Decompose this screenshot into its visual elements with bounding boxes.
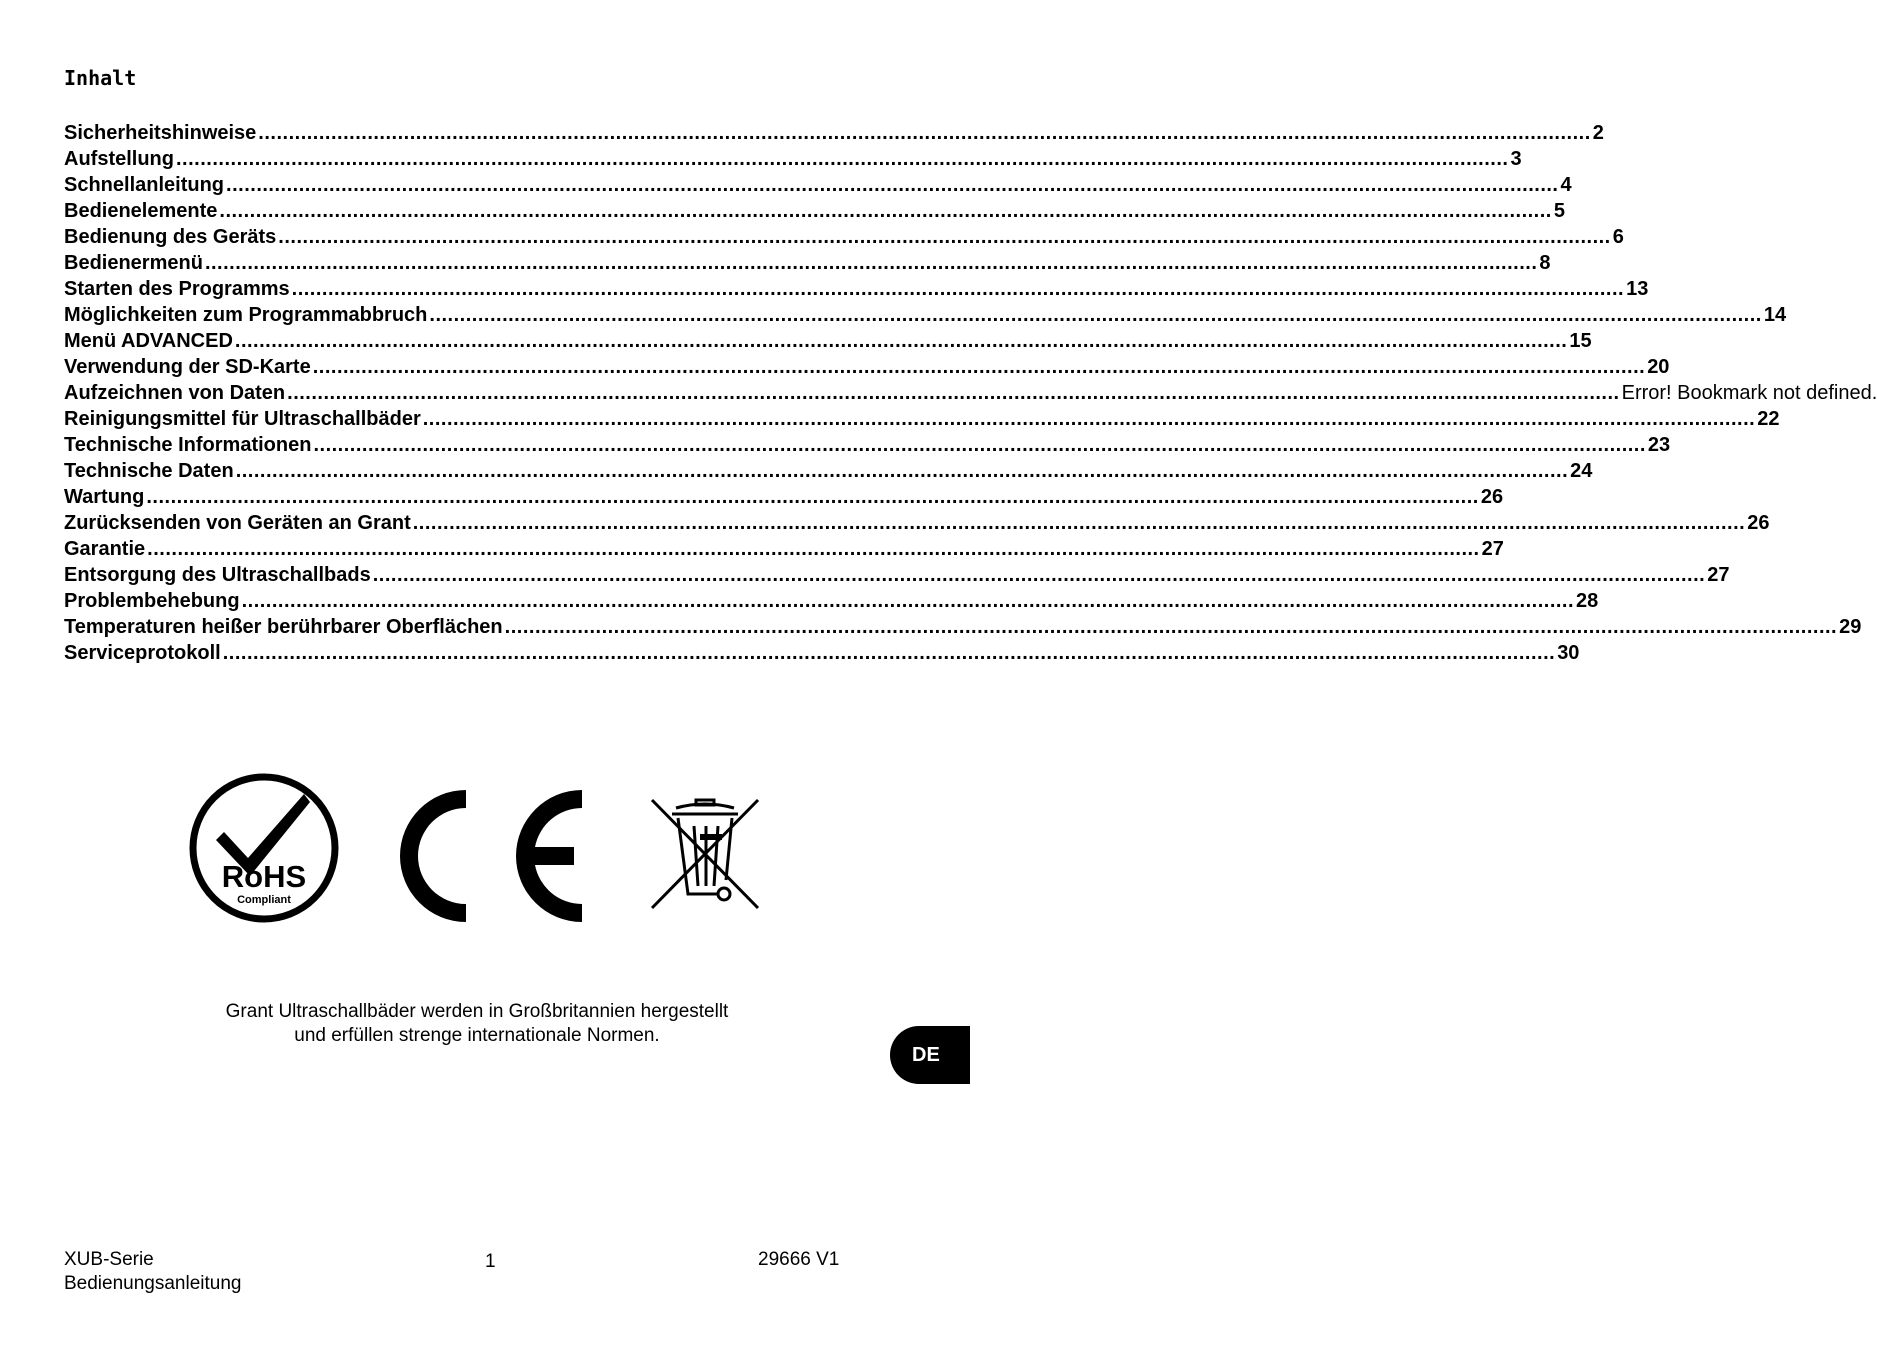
toc-entry[interactable]: [64, 330, 1592, 356]
toc-entry-title: Zurücksenden von Geräten an Grant: [64, 512, 411, 534]
toc-leader-dots: ............................................................................................................................................................................................................................: [176, 148, 1509, 170]
toc-entry-title: Technische Informationen: [64, 434, 312, 456]
footer-left: [64, 1248, 242, 1296]
toc-leader-dots: ............................................................................................................................................................................................................................: [204, 252, 1538, 274]
toc-entry[interactable]: [64, 616, 1862, 642]
footer-manual: Bedienungsanleitung: [64, 1273, 242, 1294]
toc-entry-title: Schnellanleitung: [64, 174, 225, 196]
toc-leader-dots: ............................................................................................................................................................................................................................: [412, 512, 1746, 534]
toc-leader-dots: ............................................................................................................................................................................................................................: [226, 174, 1559, 196]
toc-leader-dots: ............................................................................................................................................................................................................................: [313, 434, 1646, 456]
toc-entry-page: 3: [1510, 148, 1522, 170]
toc-entry-title: Menü ADVANCED: [64, 330, 233, 352]
toc-leader-dots: ............................................................................................................................................................................................................................: [234, 330, 1568, 352]
toc-entry[interactable]: [64, 200, 1565, 226]
toc-leader-dots: ............................................................................................................................................................................................................................: [241, 590, 1575, 612]
toc-leader-dots: ............................................................................................................................................................................................................................: [291, 278, 1625, 300]
toc-entry-page: 8: [1539, 252, 1551, 274]
toc-entry-page: 15: [1569, 330, 1592, 352]
toc-entry-title: Sicherheitshinweise: [64, 122, 257, 144]
toc-entry[interactable]: [64, 304, 1787, 330]
toc-leader-dots: ............................................................................................................................................................................................................................: [429, 304, 1762, 326]
toc-entry-page: Error! Bookmark not defined.: [1621, 382, 1877, 404]
rohs-text: RoHS: [221, 859, 307, 894]
page-number: 1: [485, 1251, 496, 1272]
toc-entry-title: Möglichkeiten zum Programmabbruch: [64, 304, 428, 326]
toc-entry-page: 29: [1839, 616, 1862, 638]
toc-leader-dots: ............................................................................................................................................................................................................................: [258, 122, 1591, 144]
manufacturing-line-2: und erfüllen strenge internationale Normen.: [294, 1025, 660, 1046]
toc-entry-page: 2: [1592, 122, 1604, 144]
toc-entry-title: Aufzeichnen von Daten: [64, 382, 286, 404]
toc-entry-page: 13: [1626, 278, 1649, 300]
table-of-contents: [64, 122, 1877, 668]
toc-heading: Inhalt: [64, 66, 137, 90]
toc-entry-title: Garantie: [64, 538, 146, 560]
certification-logos: [0, 770, 954, 930]
toc-entry-title: Bedienelemente: [64, 200, 218, 222]
toc-entry-title: Temperaturen heißer berührbarer Oberflächen: [64, 616, 503, 638]
toc-leader-dots: ............................................................................................................................................................................................................................: [219, 200, 1552, 222]
toc-entry[interactable]: [64, 252, 1551, 278]
footer-series: XUB-Serie: [64, 1249, 154, 1270]
toc-leader-dots: ............................................................................................................................................................................................................................: [372, 564, 1706, 586]
toc-entry-page: 27: [1481, 538, 1504, 560]
toc-entry-title: Bedienung des Geräts: [64, 226, 277, 248]
footer-doc-code: 29666 V1: [758, 1249, 840, 1270]
toc-entry-page: 6: [1612, 226, 1624, 248]
crossed-out-wheelie-bin-icon: [648, 796, 762, 914]
toc-entry[interactable]: [64, 460, 1593, 486]
toc-leader-dots: ............................................................................................................................................................................................................................: [146, 486, 1479, 508]
toc-entry-page: 14: [1763, 304, 1787, 326]
manufacturing-statement: [0, 1000, 954, 1048]
toc-entry-title: Wartung: [64, 486, 145, 508]
toc-entry-page: 27: [1707, 564, 1730, 586]
toc-entry[interactable]: [64, 122, 1604, 148]
toc-entry[interactable]: [64, 564, 1730, 590]
toc-entry-page: 28: [1576, 590, 1599, 612]
toc-entry-title: Starten des Programms: [64, 278, 290, 300]
toc-leader-dots: ............................................................................................................................................................................................................................: [222, 642, 1556, 664]
toc-entry[interactable]: [64, 486, 1504, 512]
toc-leader-dots: ............................................................................................................................................................................................................................: [235, 460, 1569, 482]
toc-entry-title: Verwendung der SD-Karte: [64, 356, 311, 378]
toc-entry-page: 26: [1747, 512, 1770, 534]
language-tab: DE: [890, 1026, 970, 1084]
ce-mark-icon: [388, 788, 584, 924]
toc-leader-dots: ............................................................................................................................................................................................................................: [287, 382, 1620, 404]
rohs-subtext: Compliant: [237, 894, 291, 906]
toc-leader-dots: ............................................................................................................................................................................................................................: [504, 616, 1838, 638]
toc-entry-title: Problembehebung: [64, 590, 240, 612]
toc-leader-dots: ............................................................................................................................................................................................................................: [278, 226, 1611, 248]
toc-entry[interactable]: [64, 148, 1522, 174]
toc-entry-page: 4: [1560, 174, 1572, 196]
toc-entry[interactable]: [64, 538, 1504, 564]
toc-entry-title: Bedienermenü: [64, 252, 203, 274]
toc-leader-dots: ............................................................................................................................................................................................................................: [422, 408, 1756, 430]
toc-entry-title: Reinigungsmittel für Ultraschallbäder: [64, 408, 421, 430]
toc-entry[interactable]: [64, 226, 1624, 252]
toc-entry-title: Aufstellung: [64, 148, 174, 170]
toc-entry-page: 23: [1647, 434, 1671, 456]
toc-entry[interactable]: [64, 590, 1599, 616]
toc-entry-title: Technische Daten: [64, 460, 234, 482]
toc-entry[interactable]: [64, 382, 1877, 408]
toc-entry[interactable]: [64, 434, 1671, 460]
toc-entry-page: 22: [1757, 408, 1780, 430]
toc-leader-dots: ............................................................................................................................................................................................................................: [147, 538, 1480, 560]
toc-entry-title: Serviceprotokoll: [64, 642, 221, 664]
toc-entry[interactable]: [64, 356, 1670, 382]
toc-entry[interactable]: [64, 408, 1780, 434]
manufacturing-line-1: Grant Ultraschallbäder werden in Großbritannien hergestellt: [225, 1001, 729, 1022]
toc-entry[interactable]: [64, 278, 1649, 304]
toc-leader-dots: ............................................................................................................................................................................................................................: [312, 356, 1646, 378]
rohs-checkmark-icon: [188, 772, 340, 924]
toc-entry[interactable]: [64, 174, 1572, 200]
toc-entry-page: 20: [1647, 356, 1670, 378]
toc-entry-title: Entsorgung des Ultraschallbads: [64, 564, 371, 586]
toc-entry[interactable]: [64, 642, 1580, 668]
toc-entry-page: 5: [1553, 200, 1565, 222]
toc-entry-page: 24: [1570, 460, 1593, 482]
toc-entry[interactable]: [64, 512, 1770, 538]
toc-entry-page: 26: [1480, 486, 1504, 508]
toc-entry-page: 30: [1557, 642, 1580, 664]
